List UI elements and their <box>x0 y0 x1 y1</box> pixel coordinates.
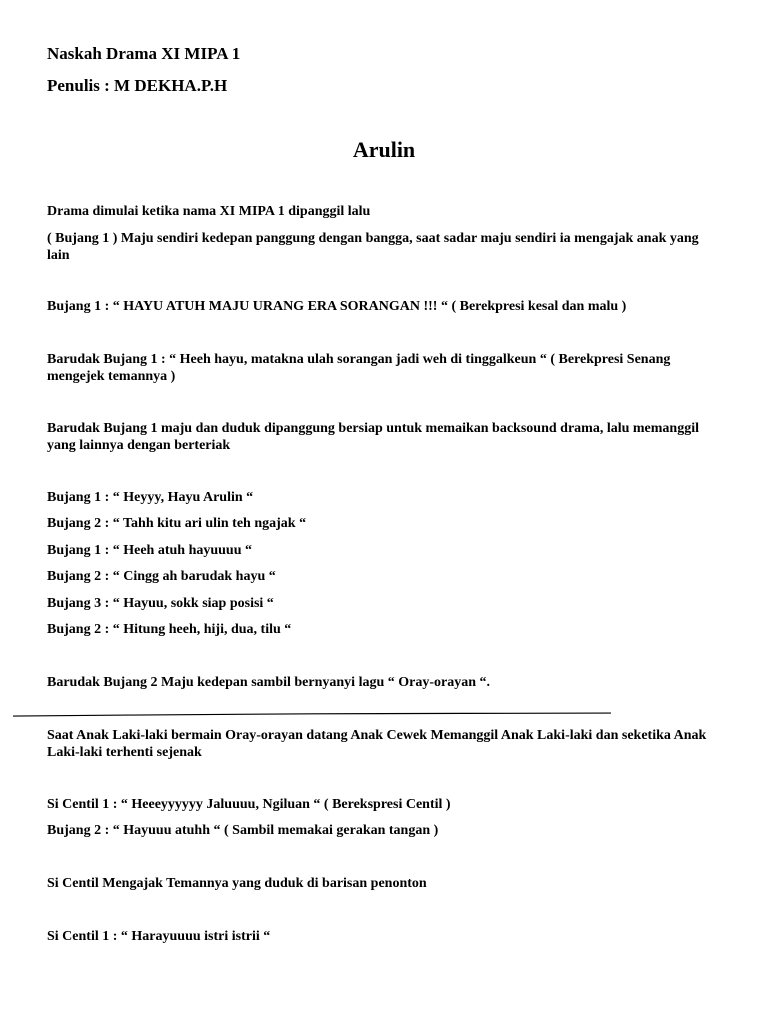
dialogue-line: Bujang 1 : “ Heeh atuh hayuuuu “ <box>47 543 253 558</box>
author-line: Penulis : M DEKHA.P.H <box>47 76 228 95</box>
dialogue-line: Si Centil 1 : “ Harayuuuu istri istrii “ <box>47 929 271 944</box>
paragraph: Si Centil Mengajak Temannya yang duduk di barisan penonton <box>47 876 427 891</box>
dialogue-line: Barudak Bujang 1 : “ Heeh hayu, matakna ulah sorangan jadi weh di tinggalkeun “ ( Berekpresi Senang mengejek temannya ) <box>47 352 671 384</box>
paragraph: Drama dimulai ketika nama XI MIPA 1 dipanggil lalu <box>47 204 371 219</box>
dialogue-line: Bujang 1 : “ Heyyy, Hayu Arulin “ <box>47 490 254 505</box>
paragraph: Saat Anak Laki-laki bermain Oray-orayan datang Anak Cewek Memanggil Anak Laki-laki dan seketika Anak Laki-laki terhenti sejenak <box>47 728 707 760</box>
dialogue-line: Bujang 2 : “ Hayuuu atuhh “ ( Sambil memakai gerakan tangan ) <box>47 823 439 838</box>
paragraph: Barudak Bujang 2 Maju kedepan sambil bernyanyi lagu “ Oray-orayan “. <box>47 675 491 690</box>
script-title-line: Naskah Drama XI MIPA 1 <box>47 44 241 63</box>
dialogue-line: Bujang 3 : “ Hayuu, sokk siap posisi “ <box>47 596 274 611</box>
dialogue-line: Bujang 1 : “ HAYU ATUH MAJU URANG ERA SORANGAN !!! “ ( Berekpresi kesal dan malu ) <box>47 299 627 314</box>
paragraph: ( Bujang 1 ) Maju sendiri kedepan panggung dengan bangga, saat sadar maju sendiri ia mengajak anak yang lain <box>47 231 699 263</box>
dialogue-line: Bujang 2 : “ Tahh kitu ari ulin teh ngajak “ <box>47 516 307 531</box>
dialogue-line: Bujang 2 : “ Hitung heeh, hiji, dua, tilu “ <box>47 622 292 637</box>
dialogue-line: Bujang 2 : “ Cingg ah barudak hayu “ <box>47 569 276 584</box>
dialogue-line: Si Centil 1 : “ Heeeyyyyyy Jaluuuu, Ngiluan “ ( Berekspresi Centil ) <box>47 797 451 812</box>
paragraph: Barudak Bujang 1 maju dan duduk dipanggung bersiap untuk memaikan backsound drama, lalu memanggil yang lainnya dengan berteriak <box>47 421 699 453</box>
drama-title: Arulin <box>352 137 416 162</box>
section-divider <box>13 711 611 717</box>
